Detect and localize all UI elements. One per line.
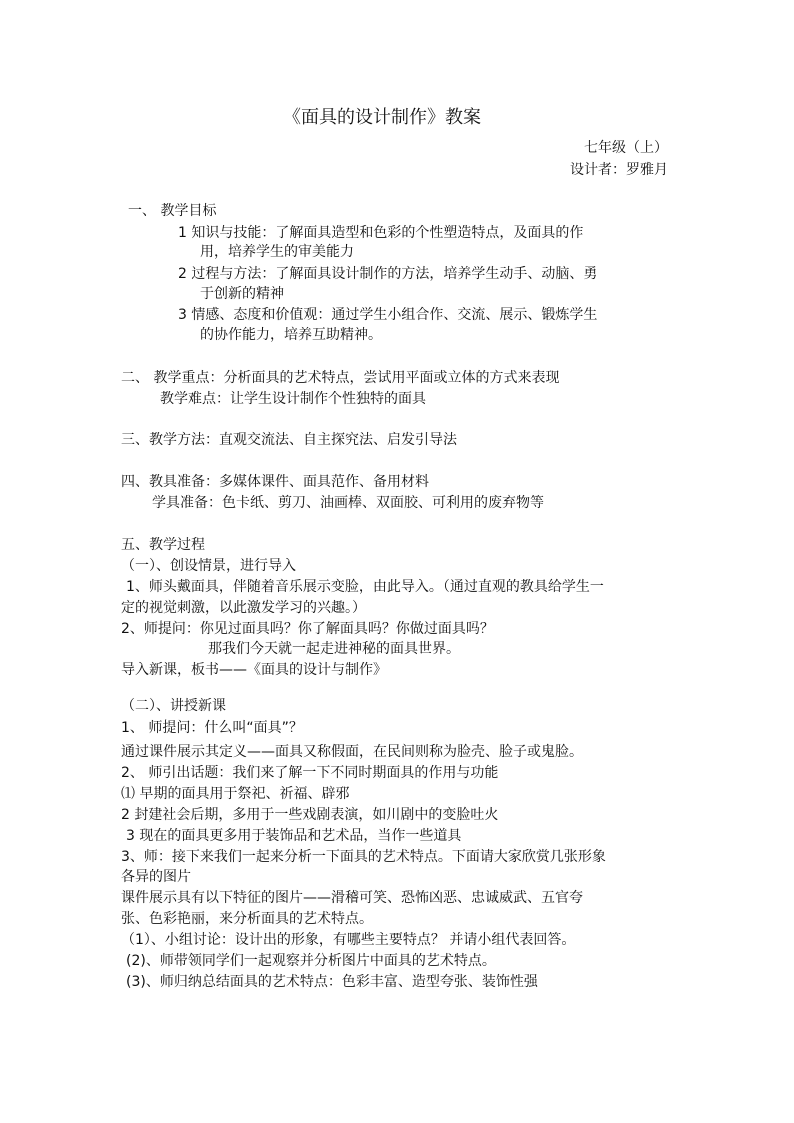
part-2-item-9: （1）、小组讨论：设计出的形象，有哪些主要特点？ 并请小组代表回答。	[121, 932, 576, 948]
part-2-item-10: (2)、师带领同学们一起观察并分析图片中面具的艺术特点。	[126, 953, 496, 969]
part-1-item-1-line-2: 定的视觉刺激，以此激发学习的兴趣。）	[121, 600, 366, 616]
section-5-heading: 五、教学过程	[121, 537, 205, 553]
part-2-item-1: 1、 师提问：什么叫“面具”？	[121, 720, 303, 736]
objective-1-line-2: 用，培养学生的审美能力	[200, 244, 354, 260]
part-2-item-8-line-2: 张、色彩艳丽，来分析面具的艺术特点。	[121, 911, 373, 927]
section-4-teacher-materials: 四、教具准备：多媒体课件、面具范作、备用材料	[121, 474, 429, 490]
section-4-student-materials: 学具准备：色卡纸、剪刀、油画棒、双面胶、可利用的废弃物等	[152, 495, 544, 511]
part-2-item-4: ⑴ 早期的面具用于祭祀、祈福、辟邪	[121, 786, 350, 802]
part-1-item-3: 那我们今天就一起走进神秘的面具世界。	[208, 641, 460, 657]
grade-label: 七年级（上）	[584, 140, 668, 156]
part-1-item-4: 导入新课，板书——《面具的设计与制作》	[121, 662, 387, 678]
part-2-item-8-line-1: 课件展示具有以下特征的图片——滑稽可笑、恐怖凶恶、忠诚威武、五官夸	[121, 890, 583, 906]
section-2-focus: 二、 教学重点：分析面具的艺术特点，尝试用平面或立体的方式来表现	[121, 370, 560, 386]
part-2-item-11: (3)、师归纳总结面具的艺术特点：色彩丰富、造型夸张、装饰性强	[126, 974, 538, 990]
part-1-heading: （一）、创设情景，进行导入	[121, 558, 296, 574]
part-2-item-2: 通过课件展示其定义——面具又称假面，在民间则称为脸壳、脸子或鬼脸。	[121, 744, 583, 760]
section-1-heading: 一、 教学目标	[128, 203, 217, 219]
objective-1-line-1: 1 知识与技能：了解面具造型和色彩的个性塑造特点，及面具的作	[178, 225, 584, 241]
page-title: 《面具的设计制作》教案	[283, 107, 481, 128]
part-2-item-3: 2、 师引出话题：我们来了解一下不同时期面具的作用与功能	[121, 765, 499, 781]
part-2-item-6: 3 现在的面具更多用于装饰品和艺术品，当作一些道具	[126, 828, 462, 844]
part-2-item-7-line-2: 各异的图片	[121, 869, 191, 885]
part-1-item-2: 2、师提问：你见过面具吗？你了解面具吗？你做过面具吗？	[121, 621, 494, 637]
part-2-item-7-line-1: 3、师：接下来我们一起来分析一下面具的艺术特点。下面请大家欣赏几张形象	[121, 849, 606, 865]
section-2-difficulty: 教学难点：让学生设计制作个性独特的面具	[160, 391, 426, 407]
designer-label: 设计者：罗雅月	[570, 162, 668, 178]
objective-2-line-1: 2 过程与方法：了解面具设计制作的方法，培养学生动手、动脑、勇	[178, 266, 598, 282]
objective-2-line-2: 于创新的精神	[200, 286, 284, 302]
part-1-item-1-line-1: 1、师头戴面具，伴随着音乐展示变脸，由此导入。（通过直观的教具给学生一	[126, 579, 604, 595]
section-3-methods: 三、教学方法：直观交流法、自主探究法、启发引导法	[121, 432, 457, 448]
objective-3-line-2: 的协作能力，培养互助精神。	[200, 327, 382, 343]
objective-3-line-1: 3 情感、态度和价值观：通过学生小组合作、交流、展示、锻炼学生	[178, 307, 598, 323]
part-2-heading: （二）、讲授新课	[121, 698, 226, 714]
part-2-item-5: 2 封建社会后期，多用于一些戏剧表演，如川剧中的变脸吐火	[121, 807, 499, 823]
